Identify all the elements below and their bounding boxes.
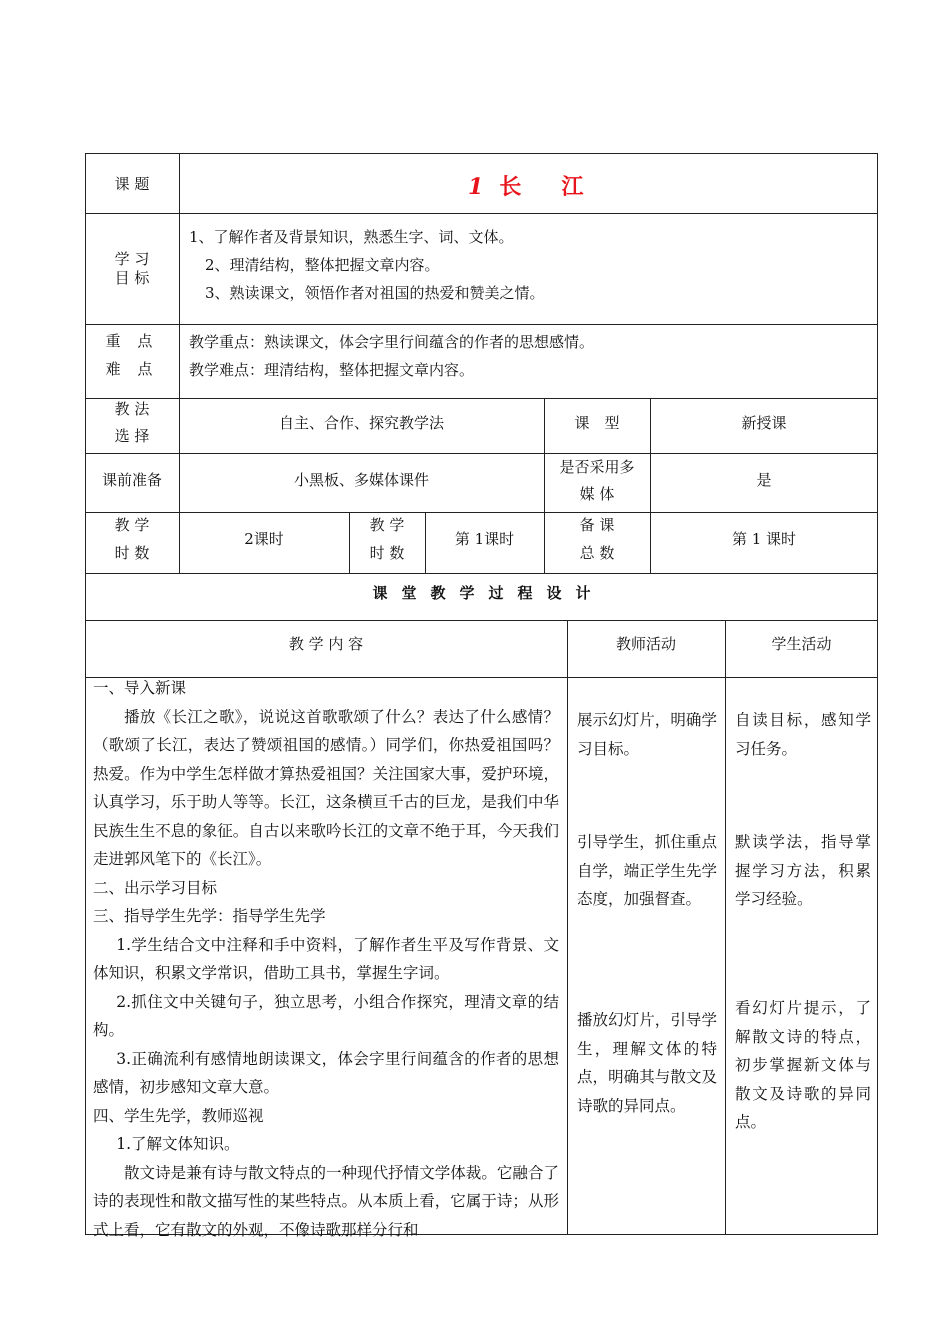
col-divider	[179, 153, 180, 573]
content-paragraph: 1.了解文体知识。	[116, 1135, 240, 1153]
total-label-line1: 备 课	[579, 516, 615, 534]
content-heading: 三、指导学生先学：指导学生先学	[93, 907, 326, 925]
topic-label: 课 题	[114, 175, 150, 193]
teacher-activity: 展示幻灯片，明确学习目标。	[577, 711, 717, 758]
row-divider	[85, 324, 878, 325]
lesson-title-part-b: 江	[561, 174, 586, 200]
row-divider	[85, 213, 878, 214]
media-label-line2: 媒 体	[579, 485, 615, 503]
lesson-title-part-a: 长	[499, 174, 524, 200]
hours-label-b-line1: 教 学	[369, 516, 405, 534]
col-header-teacher: 教师活动	[615, 635, 676, 653]
hours-value-b: 第 1课时	[454, 530, 515, 548]
row-divider	[85, 398, 878, 399]
goals-label-line1: 学 习	[114, 250, 150, 268]
content-heading: 四、学生先学，教师巡视	[93, 1106, 264, 1125]
teaching-content	[93, 674, 559, 1244]
lesson-type-label: 课 型	[574, 414, 620, 432]
content-heading: 一、导入新课	[93, 679, 187, 697]
goal-item: 2、理清结构，整体把握文章内容。	[205, 256, 440, 274]
method-label-line1: 教 法	[114, 400, 150, 418]
student-activity: 自读目标，感知学习任务。	[735, 711, 871, 758]
hours-value: 2课时	[244, 530, 284, 548]
goals-label-line2: 目 标	[114, 269, 150, 287]
content-paragraph: 散文诗是兼有诗与散文特点的一种现代抒情文学体裁。它融合了诗的表现性和散文描写性的某些特点。从本质上看，它属于诗；从形式上看，它有散文的外观，不像诗歌那样分行和	[93, 1163, 559, 1239]
teacher-activity: 播放幻灯片，引导学生，理解文体的特点，明确其与散文及诗歌的异同点。	[577, 1011, 717, 1115]
row-divider	[85, 620, 878, 621]
media-value: 是	[756, 471, 772, 489]
total-label-line2: 总 数	[579, 544, 615, 562]
hours-label-line1: 教 学	[114, 516, 150, 534]
row-divider	[85, 573, 878, 574]
content-paragraph: 2.抓住文中关键句子，独立思考，小组合作探究，理清文章的结构。	[93, 992, 559, 1039]
col-header-student: 学生活动	[771, 635, 832, 653]
process-banner: 课堂教学过程设计	[372, 584, 605, 602]
content-paragraph: 3.正确流利有感情地朗读课文，体会字里行间蕴含的作者的思想感情，初步感知文章大意。	[93, 1049, 559, 1096]
total-value: 第 1 课时	[731, 530, 797, 548]
student-activity: 看幻灯片提示，了解散文诗的特点，初步掌握新文体与散文及诗歌的异同点。	[735, 999, 871, 1131]
hours-label-line2: 时 数	[114, 544, 150, 562]
key-point: 教学重点：熟读课文，体会字里行间蕴含的作者的思想感情。	[189, 333, 595, 351]
focus-label-line1: 重 点	[105, 332, 159, 350]
row-divider	[85, 512, 878, 513]
teacher-activity: 引导学生，抓住重点自学，端正学生先学态度，加强督查。	[577, 833, 717, 908]
lesson-type-value: 新授课	[741, 414, 787, 432]
goal-item: 3、熟读课文，领悟作者对祖国的热爱和赞美之情。	[205, 284, 545, 302]
prep-label: 课前准备	[101, 471, 162, 489]
hours-label-b-line2: 时 数	[369, 544, 405, 562]
prep-value: 小黑板、多媒体课件	[293, 471, 429, 489]
col-divider	[567, 620, 568, 1235]
col-header-content: 教 学 内 容	[288, 635, 364, 653]
method-value: 自主、合作、探究教学法	[278, 414, 444, 432]
content-heading: 二、出示学习目标	[93, 878, 218, 897]
media-label-line1: 是否采用多	[559, 458, 635, 476]
focus-label-line2: 难 点	[105, 360, 159, 378]
col-divider	[725, 620, 726, 1235]
difficult-point: 教学难点：理清结构，整体把握文章内容。	[189, 361, 475, 379]
content-paragraph: 播放《长江之歌》，说说这首歌歌颂了什么？表达了什么感情？（歌颂了长江，表达了赞颂祖国的感情。）同学们，你热爱祖国吗？热爱。作为中学生怎样做才算热爱祖国？关注国家大事，爱护环境，认真学习，乐于助人等等。长江，这条横亘千古的巨龙，是我们中华民族生生不息的象征。自古以来歌吟长江的文章不绝于耳，今天我们走进郭风笔下的《长江》。	[93, 707, 559, 868]
student-activity: 默读学法，指导掌握学习方法，积累学习经验。	[735, 833, 871, 908]
lesson-number: 1	[468, 174, 486, 200]
content-paragraph: 1.学生结合文中注释和手中资料，了解作者生平及写作背景、文体知识，积累文学常识，借助工具书，掌握生字词。	[93, 935, 559, 982]
row-divider	[85, 453, 878, 454]
lesson-title	[468, 170, 585, 201]
goal-item: 1、了解作者及背景知识，熟悉生字、词、文体。	[189, 228, 514, 246]
method-label-line2: 选 择	[114, 427, 150, 445]
